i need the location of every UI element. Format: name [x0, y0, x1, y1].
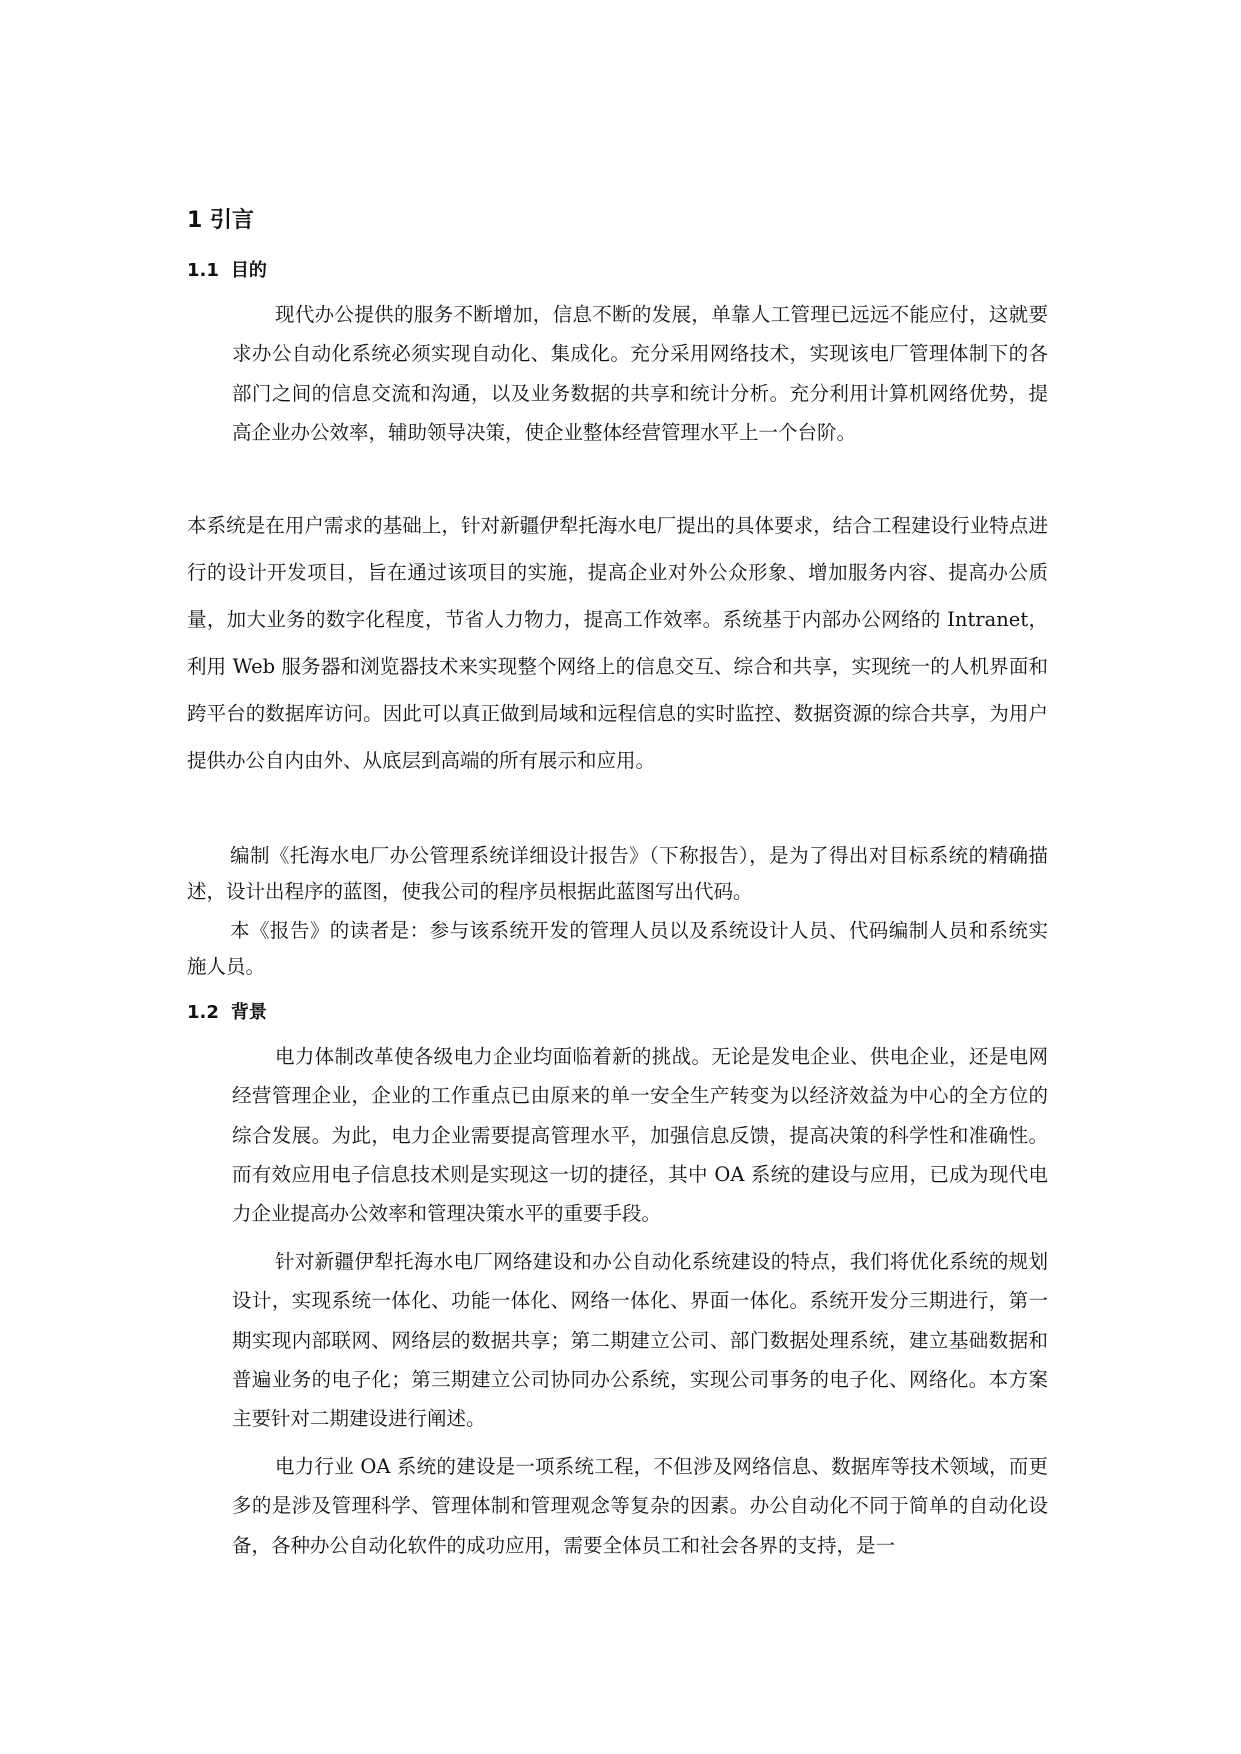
subsection-number: 1.1 [187, 260, 219, 281]
subsection-number: 1.2 [187, 1002, 219, 1023]
purpose-paragraph-3: 编制《托海水电厂办公管理系统详细设计报告》（下称报告），是为了得出对目标系统的精确描述，设计出程序的蓝图，使我公司的程序员根据此蓝图写出代码。 [187, 844, 1048, 903]
subsection-heading-purpose [187, 258, 267, 284]
subsection-title: 目的 [230, 260, 267, 281]
section-heading-introduction: 1 引言 [187, 208, 254, 233]
background-paragraph-1: 电力体制改革使各级电力企业均面临着新的挑战。无论是发电企业、供电企业，还是电网经营管理企业，企业的工作重点已由原来的单一安全生产转变为以经济效益为中心的全方位的综合发展。为此，电力企业需要提高管理水平，加强信息反馈，提高决策的科学性和准确性。而有效应用电子信息技术则是实现这一切的捷径，其中 OA 系统的建设与应用，已成为现代电力企业提高办公效率和管理决策水平的重要手段。 [232, 1045, 1048, 1226]
purpose-paragraph-2: 本系统是在用户需求的基础上，针对新疆伊犁托海水电厂提出的具体要求，结合工程建设行业特点进行的设计开发项目，旨在通过该项目的实施，提高企业对外公众形象、增加服务内容、提高办公质量，加大业务的数字化程度，节省人力物力，提高工作效率。系统基于内部办公网络的 Intranet，利用 Web 服务器和浏览器技术来实现整个网络上的信息交互、综合和共享，实现统一的人机界面和跨平台的数据库访问。因此可以真正做到局域和远程信息的实时监控、数据资源的综合共享，为用户提供办公自内由外、从底层到高端的所有展示和应用。 [187, 514, 1048, 772]
subsection-title: 背景 [230, 1002, 267, 1023]
purpose-paragraph-4: 本《报告》的读者是：参与该系统开发的管理人员以及系统设计人员、代码编制人员和系统实施人员。 [187, 919, 1048, 978]
background-paragraph-2: 针对新疆伊犁托海水电厂网络建设和办公自动化系统建设的特点，我们将优化系统的规划设计，实现系统一体化、功能一体化、网络一体化、界面一体化。系统开发分三期进行，第一期实现内部联网、网络层的数据共享；第二期建立公司、部门数据处理系统，建立基础数据和普遍业务的电子化；第三期建立公司协同办公系统，实现公司事务的电子化、网络化。本方案主要针对二期建设进行阐述。 [232, 1250, 1048, 1431]
subsection-heading-background [187, 1000, 267, 1026]
background-paragraph-3: 电力行业 OA 系统的建设是一项系统工程，不但涉及网络信息、数据库等技术领域，而更多的是涉及管理科学、管理体制和管理观念等复杂的因素。办公自动化不同于简单的自动化设备，各种办公自动化软件的成功应用，需要全体员工和社会各界的支持，是一 [232, 1455, 1048, 1557]
purpose-paragraph-1: 现代办公提供的服务不断增加，信息不断的发展，单靠人工管理已远远不能应付，这就要求办公自动化系统必须实现自动化、集成化。充分采用网络技术，实现该电厂管理体制下的各部门之间的信息交流和沟通，以及业务数据的共享和统计分析。充分利用计算机网络优势，提高企业办公效率，辅助领导决策，使企业整体经营管理水平上一个台阶。 [232, 303, 1048, 444]
